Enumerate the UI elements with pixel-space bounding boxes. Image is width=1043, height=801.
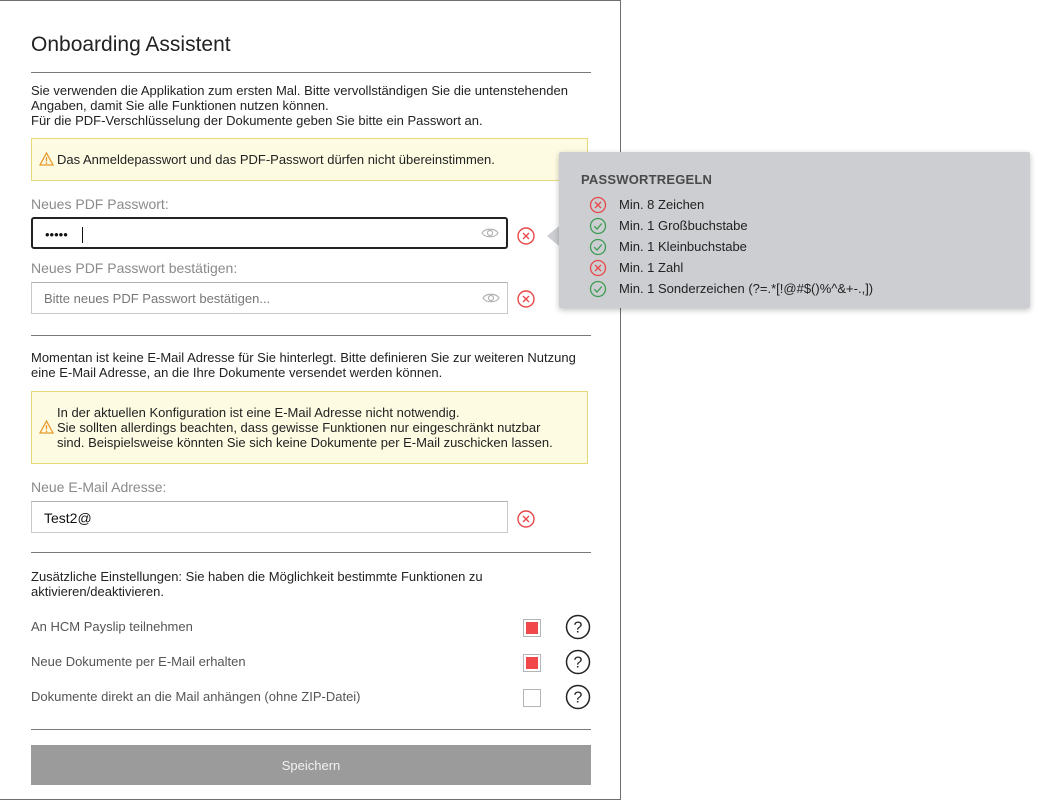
attach-directly-checkbox[interactable]: [523, 689, 541, 707]
divider: [31, 729, 591, 730]
check-icon: [589, 217, 607, 235]
warning-icon: [39, 152, 54, 166]
error-icon: [589, 196, 607, 214]
confirm-password-input[interactable]: Bitte neues PDF Passwort bestätigen...: [31, 282, 508, 314]
help-icon[interactable]: [565, 649, 591, 675]
text-cursor: [82, 227, 83, 243]
email-intro-text: Momentan ist keine E-Mail Adresse für Sie hinterlegt. Bitte definieren Sie zur weiteren Nutzung eine E-Mail Adresse, an die Ihre Dokumente versendet werden können.: [31, 350, 576, 380]
email-warning: [31, 391, 588, 464]
email-documents-checkbox[interactable]: [523, 654, 541, 672]
help-icon[interactable]: [565, 614, 591, 640]
option-label: Dokumente direkt an die Mail anhängen (ohne ZIP-Datei): [31, 689, 361, 704]
svg-text:?: ?: [573, 654, 583, 672]
option-label: Neue Dokumente per E-Mail erhalten: [31, 654, 246, 669]
email-label: Neue E-Mail Adresse:: [31, 479, 167, 495]
intro-text: Sie verwenden die Applikation zum ersten Mal. Bitte vervollständigen Sie die untenstehenden Angaben, damit Sie alle Funktionen nutzen können. Für die PDF-Verschlüsselung der Dokumente geben Sie bitte ein Passwort an.: [31, 83, 568, 128]
divider: [31, 335, 591, 336]
eye-icon[interactable]: [481, 227, 499, 239]
settings-intro-text: Zusätzliche Einstellungen: Sie haben die Möglichkeit bestimmte Funktionen zu aktivieren/deaktivieren.: [31, 569, 483, 599]
password-rules-tooltip: PASSWORTREGELN Min. 8 Zeichen Min. 1 Großbuchstabe Min. 1 Kleinbuchstabe Min. 1 Zahl Min. 1 Sonderzeichen (?=.*[!@#$()%^&+-.,]): [559, 152, 1030, 308]
save-button[interactable]: Speichern: [31, 745, 591, 785]
error-icon: [516, 289, 536, 309]
error-icon: [516, 226, 536, 246]
new-password-label: Neues PDF Passwort:: [31, 196, 169, 212]
new-password-input[interactable]: •••••: [31, 217, 508, 249]
eye-icon[interactable]: [482, 292, 500, 304]
tooltip-arrow: [547, 226, 559, 246]
email-input[interactable]: Test2@: [31, 501, 508, 533]
password-warning: [31, 138, 588, 181]
divider: [31, 72, 591, 73]
confirm-password-label: Neues PDF Passwort bestätigen:: [31, 260, 238, 276]
warning-icon: [39, 420, 54, 434]
email-warning-text: In der aktuellen Konfiguration ist eine E-Mail Adresse nicht notwendig. Sie sollten allerdings beachten, dass gewisse Funktionen nur eingeschränkt nutzbar sind. Beispielsweise könnten Sie sich keine Dokumente per E-Mail zuschicken lassen.: [57, 405, 553, 450]
error-icon: [516, 509, 536, 529]
help-icon[interactable]: [565, 684, 591, 710]
option-label: An HCM Payslip teilnehmen: [31, 619, 193, 634]
divider: [31, 552, 591, 553]
tooltip-title: PASSWORTREGELN: [581, 172, 713, 187]
password-warning-text: Das Anmeldepasswort und das PDF-Passwort dürfen nicht übereinstimmen.: [57, 152, 495, 167]
payslip-checkbox[interactable]: [523, 619, 541, 637]
check-icon: [589, 280, 607, 298]
svg-text:?: ?: [573, 689, 583, 707]
svg-text:?: ?: [573, 619, 583, 637]
page-title: Onboarding Assistent: [31, 33, 231, 56]
check-icon: [589, 238, 607, 256]
error-icon: [589, 259, 607, 277]
